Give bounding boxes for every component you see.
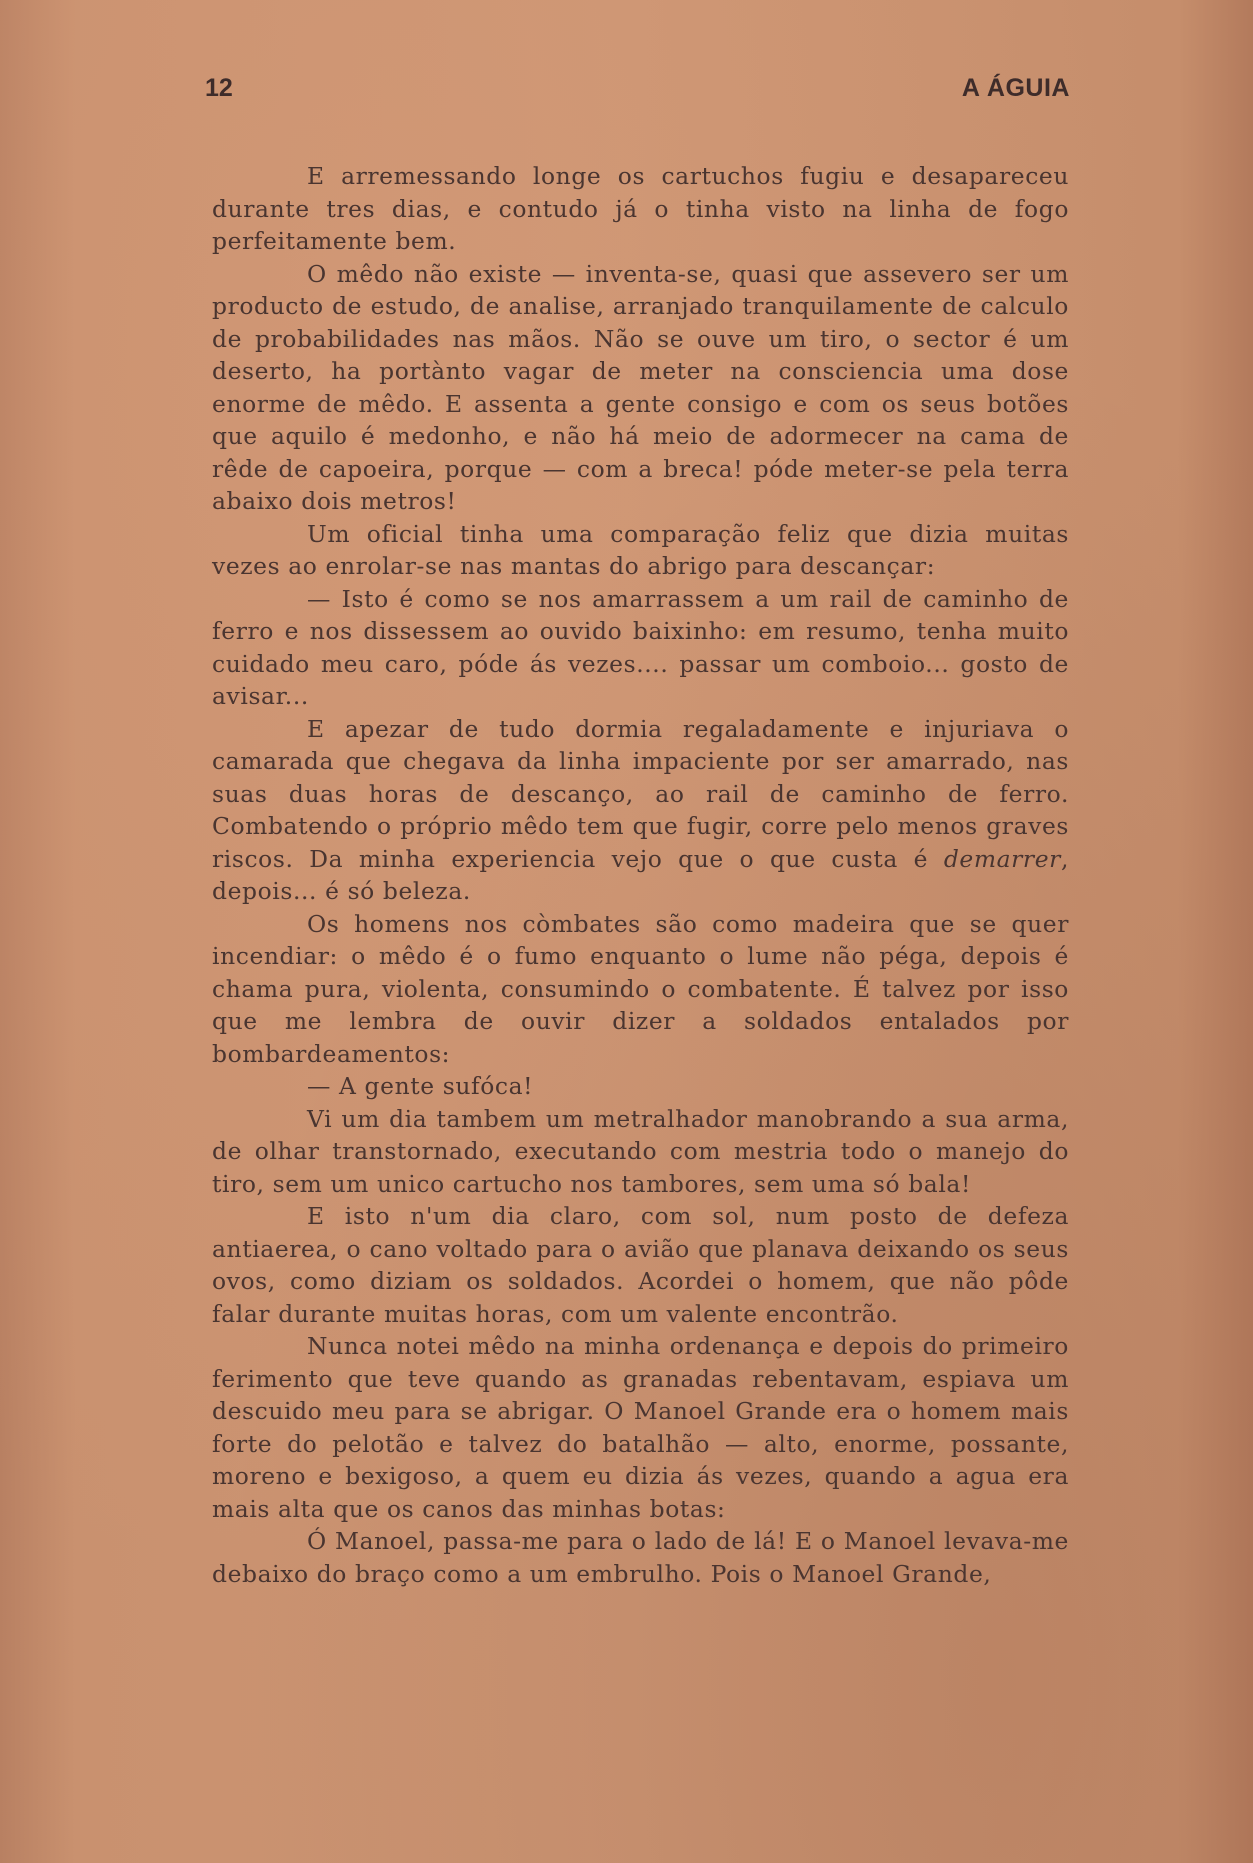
page-number: 12 <box>205 74 233 102</box>
running-title: A ÁGUIA <box>961 74 1070 102</box>
page-header <box>0 74 1253 114</box>
paragraph-text: E apezar de tudo dormia regaladamente e injuriava o camarada que chegava da linha impaciente por ser amarrado, nas suas duas horas de descanço, ao rail de caminho de ferro. Combatendo o próprio mêdo tem que fugir, corre pelo menos graves riscos. Da minha experiencia vejo que o que custa é <box>212 714 1069 873</box>
paragraph: O mêdo não existe — inventa-se, quasi que assevero ser um producto de estudo, de analise, arranjado tranquilamente de calculo de probabilidades nas mãos. Não se ouve um tiro, o sector é um deserto, ha portànto vagar de meter na consciencia uma dose enorme de mêdo. E assenta a gente consigo e com os seus botões que aquilo é medonho, e não há meio de adormecer na cama de rêde de capoeira, porque — com a breca! póde meter-se pela terra abaixo dois metros! <box>212 259 1069 515</box>
paragraph: — Isto é como se nos amarrassem a um rail de caminho de ferro e nos dissessem ao ouvido baixinho: em resumo, tenha muito cuidado meu caro, póde ás vezes.... passar um comboio... gosto de avisar... <box>212 584 1069 710</box>
paragraph <box>212 713 1069 908</box>
body-text <box>212 160 1069 1590</box>
paragraph: Um oficial tinha uma comparação feliz que dizia muitas vezes ao enrolar-se nas mantas do abrigo para descançar: <box>212 519 1069 580</box>
paragraph: Vi um dia tambem um metralhador manobrando a sua arma, de olhar transtornado, executando com mestria todo o manejo do tiro, sem um unico cartucho nos tambores, sem uma só bala! <box>212 1104 1069 1198</box>
paragraph: E arremessando longe os cartuchos fugiu e desapareceu durante tres dias, e contudo já o tinha visto na linha de fogo perfeitamente bem. <box>212 162 1069 255</box>
paragraph: Os homens nos còmbates são como madeira que se quer incendiar: o mêdo é o fumo enquanto o lume não péga, depois é chama pura, violenta, consumindo o combatente. É talvez por isso que me lembra de ouvir dizer a soldados entalados por bombardeamentos: <box>212 909 1069 1068</box>
paragraph: Ó Manoel, passa-me para o lado de lá! E o Manoel levava-me debaixo do braço como a um embrulho. Pois o Manoel Grande, <box>212 1527 1069 1588</box>
italic-word: demarrer <box>943 844 1061 873</box>
paragraph: Nunca notei mêdo na minha ordenança e depois do primeiro ferimento que teve quando as granadas rebentavam, espiava um descuido meu para se abrigar. O Manoel Grande era o homem mais forte do pelotão e talvez do batalhão — alto, enorme, possante, moreno e bexigoso, a quem eu dizia ás vezes, quando a agua era mais alta que os canos das minhas botas: <box>212 1332 1069 1523</box>
paragraph: E isto n'um dia claro, com sol, num posto de defeza antiaerea, o cano voltado para o avião que planava deixando os seus ovos, como diziam os soldados. Acordei o homem, que não pôde falar durante muitas horas, com um valente encontrão. <box>212 1202 1069 1328</box>
paragraph-text: , depois... é só beleza. <box>212 844 1069 905</box>
paragraph: — A gente sufóca! <box>307 1072 534 1100</box>
